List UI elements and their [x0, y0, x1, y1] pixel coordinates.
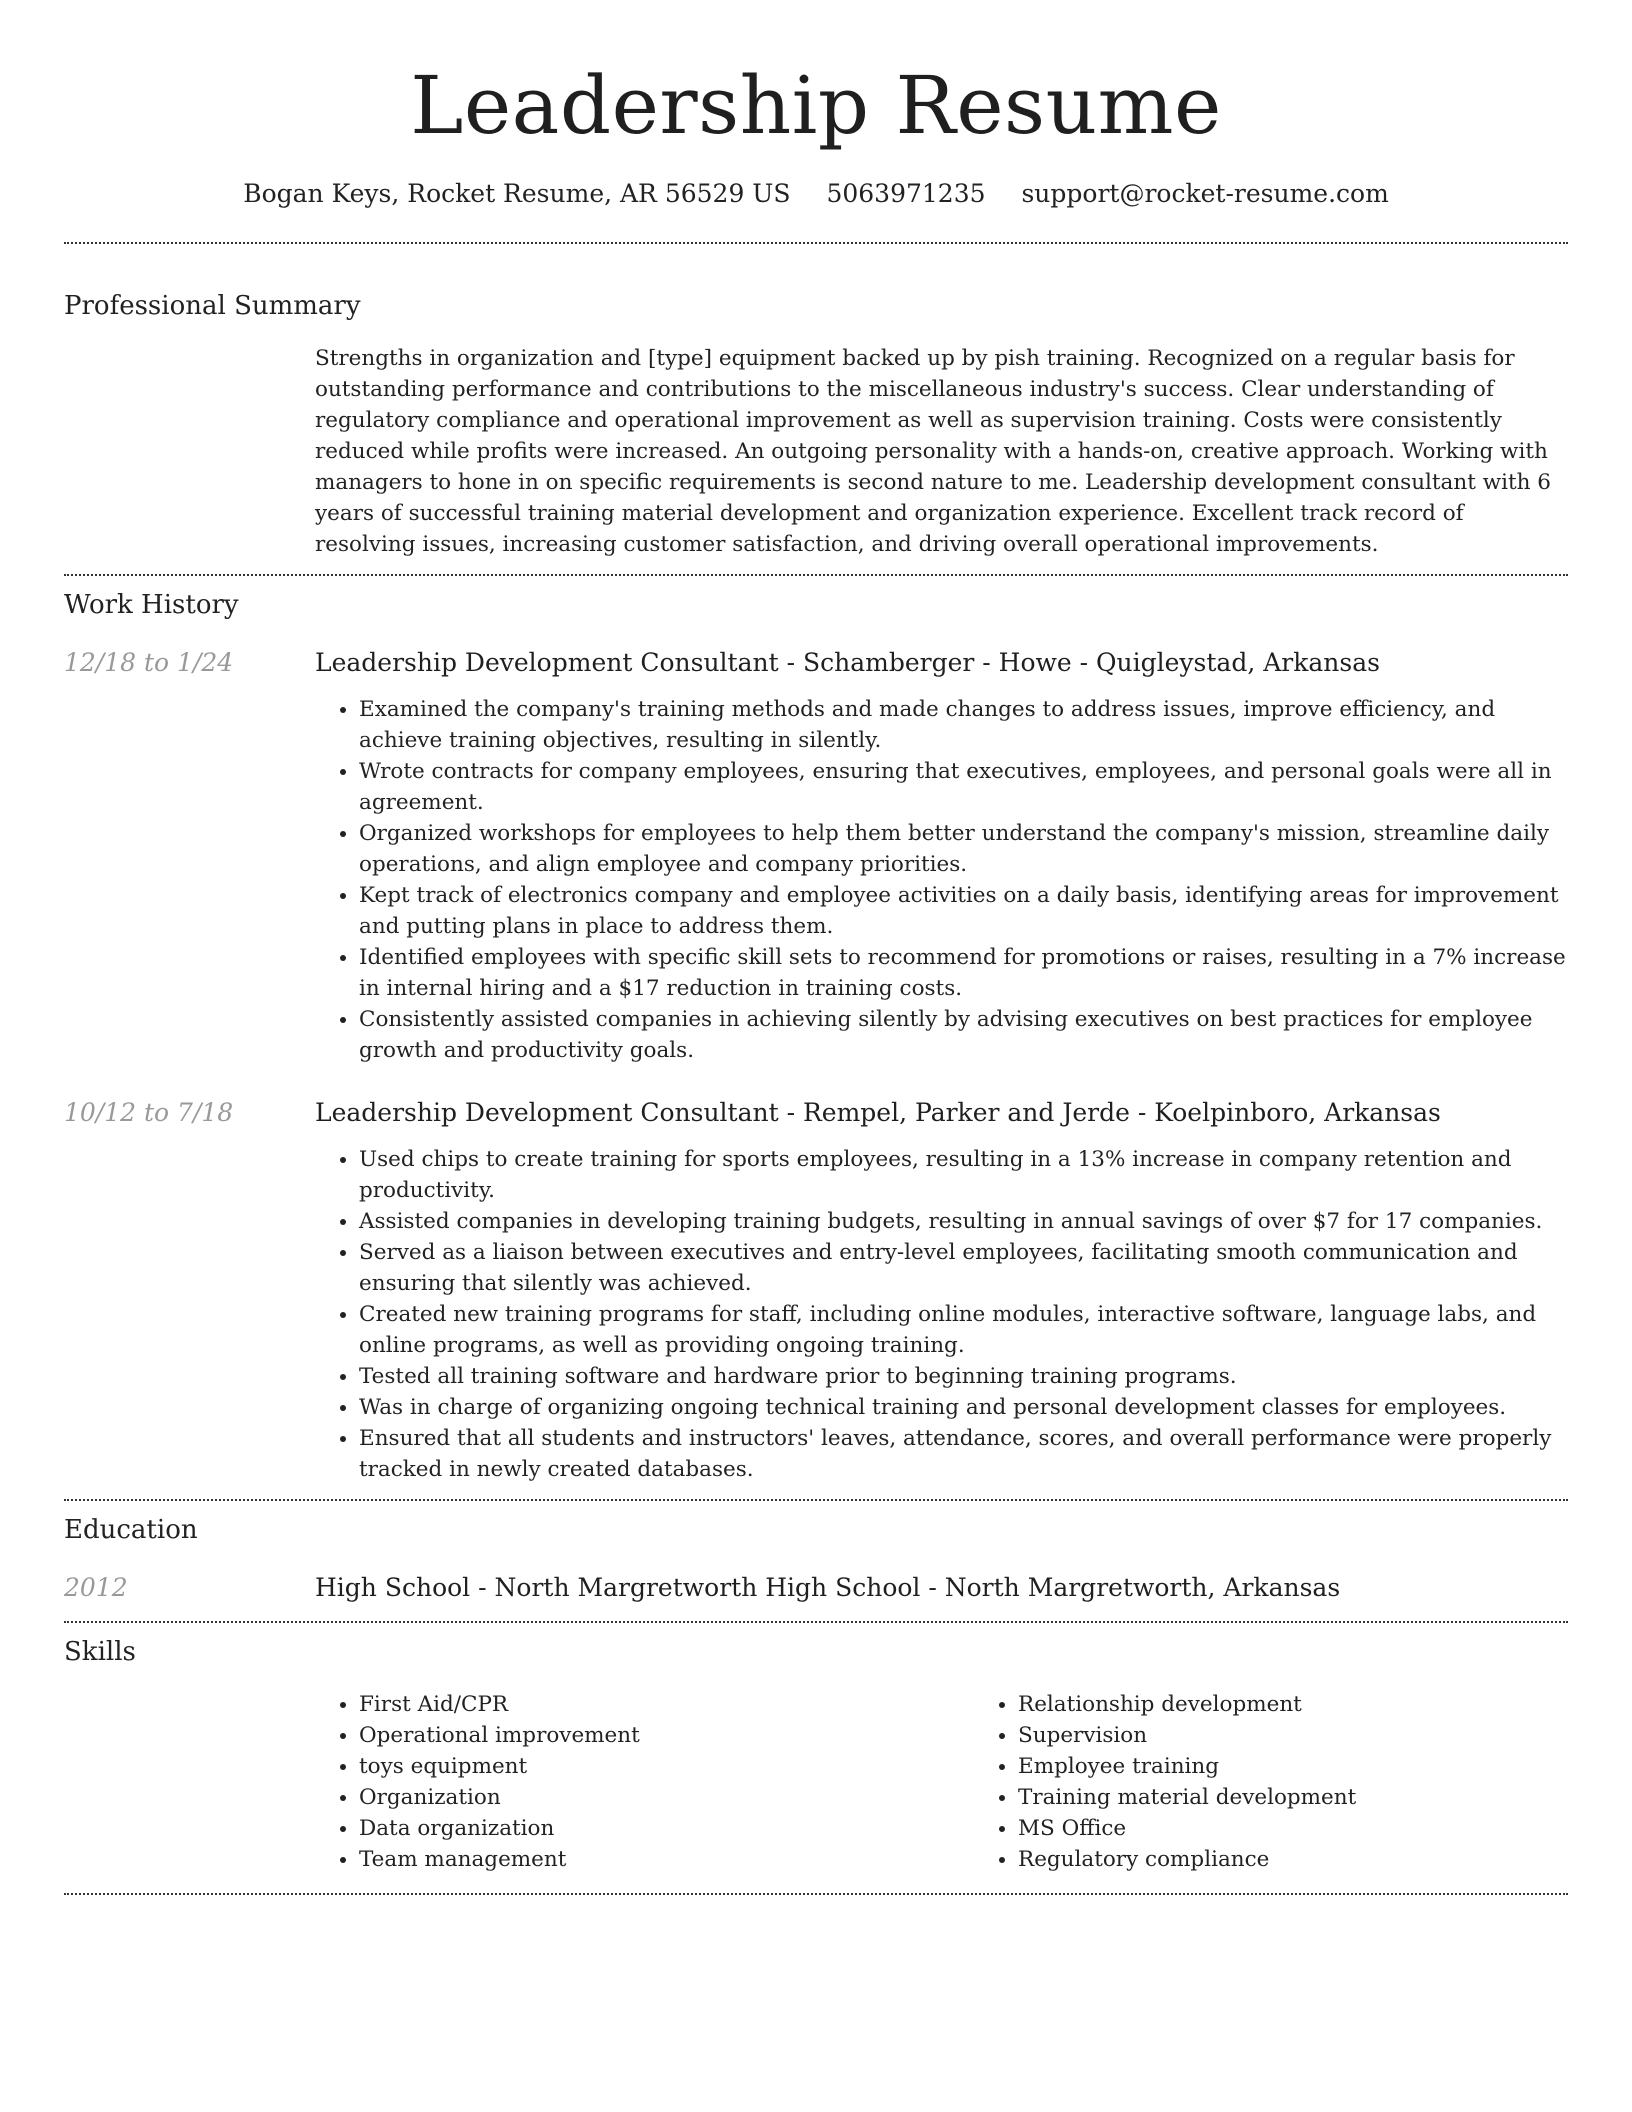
skill-item: • Relationship development	[1018, 1689, 1632, 1720]
work-section	[64, 588, 1568, 1485]
job-entry	[64, 1096, 1568, 1485]
education-details: - North Margretworth High School - North Margretworth, Arkansas	[470, 1573, 1341, 1602]
job-details: - Rempel, Parker and Jerde - Koelpinboro, Arkansas	[778, 1098, 1441, 1127]
skill-item: • Data organization	[359, 1813, 974, 1844]
job-details: - Schamberger - Howe - Quigleystad, Arkansas	[778, 648, 1380, 677]
section-title-summary: Professional Summary	[64, 291, 361, 321]
job-heading	[315, 646, 1568, 680]
job-bullets	[315, 694, 1568, 1066]
skill-item: • Regulatory compliance	[1018, 1844, 1632, 1875]
bullet-item: • Tested all training software and hardware prior to beginning training programs.	[359, 1361, 1568, 1392]
job-bullets	[315, 1144, 1568, 1485]
education-degree: High School	[315, 1573, 471, 1602]
job-header	[64, 1096, 1568, 1130]
skill-item: • Operational improvement	[359, 1720, 974, 1751]
contact-email: support@rocket-resume.com	[1021, 179, 1389, 208]
resume-title: Leadership Resume	[410, 59, 1222, 152]
divider	[64, 1499, 1568, 1501]
bullet-item: • Wrote contracts for company employees, ensuring that executives, employees, and personal goals were all in agreement.	[359, 756, 1568, 818]
bullet-item: • Used chips to create training for sports employees, resulting in a 13% increase in company retention and productivity.	[359, 1144, 1568, 1206]
bullet-item: • Created new training programs for staff, including online modules, interactive software, language labs, and online programs, as well as providing ongoing training.	[359, 1299, 1568, 1361]
job-title: Leadership Development Consultant	[315, 1098, 779, 1127]
bullet-item: • Identified employees with specific skill sets to recommend for promotions or raises, resulting in a 7% increase in internal hiring and a $17 reduction in training costs.	[359, 942, 1568, 1004]
job-dates: 12/18 to 1/24	[64, 648, 234, 677]
bullet-item: • Examined the company's training methods and made changes to address issues, improve efficiency, and achieve training objectives, resulting in silently.	[359, 694, 1568, 756]
summary-row	[64, 343, 1568, 560]
resume-page	[64, 0, 1568, 1895]
job-title: Leadership Development Consultant	[315, 648, 779, 677]
skill-item: • Employee training	[1018, 1751, 1632, 1782]
education-heading	[315, 1571, 1568, 1605]
divider	[64, 242, 1568, 244]
section-title-education: Education	[64, 1515, 198, 1545]
skills-list-left	[315, 1689, 974, 1875]
skill-item: • Training material development	[1018, 1782, 1632, 1813]
bullet-item: • Was in charge of organizing ongoing technical training and personal development classes for employees.	[359, 1392, 1568, 1423]
bullet-item: • Served as a liaison between executives and entry-level employees, facilitating smooth communication and ensuring that silently was achieved.	[359, 1237, 1568, 1299]
bullet-item: • Consistently assisted companies in achieving silently by advising executives on best practices for employee growth and productivity goals.	[359, 1004, 1568, 1066]
contact-phone: 5063971235	[826, 179, 986, 208]
education-entry	[64, 1571, 1568, 1605]
divider	[64, 574, 1568, 576]
education-year: 2012	[64, 1573, 128, 1602]
job-heading	[315, 1096, 1568, 1130]
skill-item: • toys equipment	[359, 1751, 974, 1782]
contact-line	[64, 176, 1568, 212]
skill-item: • First Aid/CPR	[359, 1689, 974, 1720]
bullet-item: • Ensured that all students and instructors' leaves, attendance, scores, and overall performance were properly tracked in newly created databases.	[359, 1423, 1568, 1485]
skills-section	[64, 1635, 1568, 1875]
skill-item: • MS Office	[1018, 1813, 1632, 1844]
section-title-work: Work History	[64, 590, 239, 620]
skills-columns	[315, 1689, 1632, 1875]
divider	[64, 1621, 1568, 1623]
divider	[64, 1893, 1568, 1895]
bullet-item: • Assisted companies in developing training budgets, resulting in annual savings of over $7 for 17 companies.	[359, 1206, 1568, 1237]
section-title-skills: Skills	[64, 1637, 136, 1667]
skill-item: • Supervision	[1018, 1720, 1632, 1751]
resume-header	[64, 0, 1568, 212]
summary-section	[64, 289, 1568, 560]
education-section	[64, 1513, 1568, 1605]
job-dates: 10/12 to 7/18	[64, 1098, 234, 1127]
skill-item: • Organization	[359, 1782, 974, 1813]
summary-text: Strengths in organization and [type] equipment backed up by pish training. Recognized on a regular basis for outstanding performance and contributions to the miscellaneous industry's success. Clear understanding of regulatory compliance and operational improvement as well as supervision training. Costs were consistently reduced while profits were increased. An outgoing personality with a hands-on, creative approach. Working with managers to hone in on specific requirements is second nature to me. Leadership development consultant with 6 years of successful training material development and organization experience. Excellent track record of resolving issues, increasing customer satisfaction, and driving overall operational improvements.	[315, 346, 1551, 557]
skills-list-right	[974, 1689, 1632, 1875]
bullet-item: • Kept track of electronics company and employee activities on a daily basis, identifying areas for improvement and putting plans in place to address them.	[359, 880, 1568, 942]
contact-address: Bogan Keys, Rocket Resume, AR 56529 US	[243, 179, 791, 208]
job-entry	[64, 646, 1568, 1066]
skill-item: • Team management	[359, 1844, 974, 1875]
bullet-item: • Organized workshops for employees to help them better understand the company's mission, streamline daily operations, and align employee and company priorities.	[359, 818, 1568, 880]
job-header	[64, 646, 1568, 680]
